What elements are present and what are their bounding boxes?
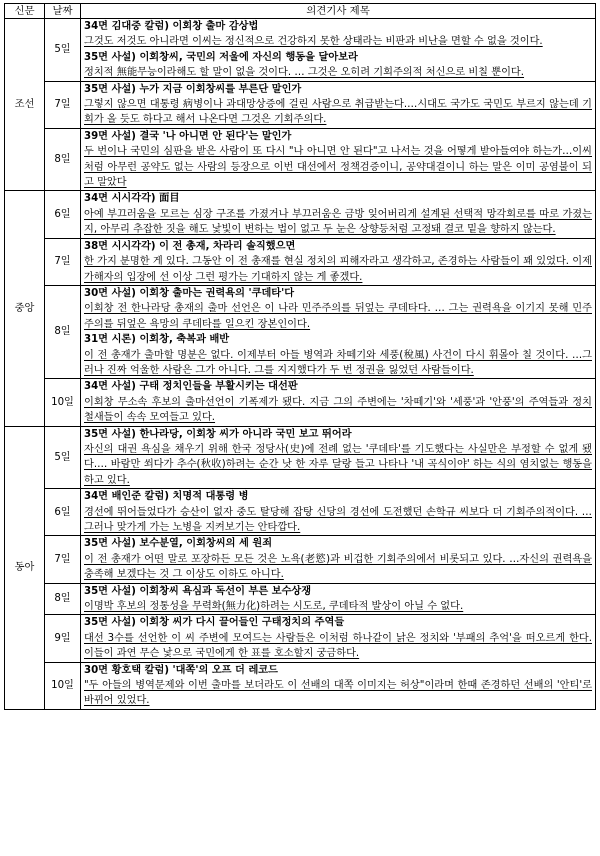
article-headline: 34면 김대중 칼럼) 이회창 출마 감상법 [84,21,259,32]
article-entry [84,379,592,425]
article-headline: 35면 사설) 이회창 씨가 다시 끌어들인 구태정치의 주역들 [84,617,345,629]
article-cell [81,19,596,82]
date-cell: 7일 [45,81,81,128]
article-excerpt: 대선 3수를 선언한 이 씨 주변에 모여드는 사람들은 이처럼 하나같이 낡은 정치와 '부패의 추억'을 떠오르게 한다. 이들이 과연 무슨 낯으로 국민에게 한 표를 호소할지 궁금하다. [84,632,592,660]
date-cell: 9일 [45,615,81,662]
date-cell: 5일 [45,426,81,489]
article-excerpt: 한 가지 분명한 게 있다. 그동안 이 전 총재를 현실 정치의 피해자라고 생각하고, 존경하는 사람들이 꽤 있었다. 이제 가해자의 입장에 선 이상 그런 평가는 기대하지 않는 게 좋겠다. [84,256,592,283]
article-cell [81,81,596,128]
article-cell [81,489,596,536]
article-excerpt: 아예 부끄러움을 모르는 심장 구조를 가졌거나 부끄러움은 금방 잊어버리게 설계된 선택적 망각회로를 따로 가졌는지, 아무리 추잡한 짓을 해도 낯빛이 변하는 법이 없고 두 눈은 상향등처럼 고정돼 결코 밑을 향하지 않는다. [84,208,592,236]
article-headline: 30면 황호택 칼럼) '대쪽'의 오프 더 레코드 [84,664,278,676]
table-row [5,285,596,378]
article-headline: 35면 사설) 한나라당, 이회창 씨가 아니라 국민 보고 뛰어라 [84,428,352,440]
article-excerpt: 그렇지 않으면 대통령 病병이나 과대망상증에 걸린 사람으로 취급받는다.…시대도 국가도 국민도 부르지 않는데 기회가 올 듯도 하다고 해서 나온다면 그것은 기회주의다. [84,99,592,126]
newspaper-cell: 동아 [5,426,45,709]
date-cell: 7일 [45,238,81,285]
article-headline: 34면 시시각각) 面目 [84,193,180,205]
table-row [5,583,596,615]
article-headline: 35면 사설) 누가 지금 이회창씨를 부른단 말인가 [84,83,302,95]
article-excerpt: 두 번이나 국민의 심판을 받은 사람이 또 다시 "나 아니면 안 된다"고 나서는 것을 어떻게 받아들여야 하는가…이씨처럼 아무런 공약도 없는 사람의 등장으로 이번 대선에서 정책검증이니, 공약대결이니 하는 말은 이미 공염불이 되고 말았다 [84,146,592,189]
article-headline: 30면 사설) 이회창 출마는 권력욕의 '쿠데타'다 [84,287,295,299]
date-cell: 8일 [45,583,81,615]
article-cell [81,379,596,426]
article-entry [84,82,592,128]
article-headline: 31면 시론) 이회창, 축복과 배반 [84,334,230,346]
article-cell [81,615,596,662]
table-row [5,536,596,583]
table-body [5,19,596,710]
article-headline: 38면 시시각각) 이 전 총재, 차라리 솔직했으면 [84,240,296,252]
article-excerpt: "두 아들의 병역문제와 이번 출마를 보더라도 이 선배의 대쪽 이미지는 허상"이라며 한때 존경하던 선배의 '안티'로 바뀌어 있었다. [84,680,592,707]
article-excerpt: 경선에 뛰어들었다가 승산이 없자 중도 탈당해 잡탕 신당의 경선에 도전했던 손학규 씨보다 더 기회주의적이다. …그러나 맞가게 가는 노병을 지켜보기는 안타깝다. [84,506,592,533]
article-headline: 34면 배인준 칼럼) 치명적 대통령 병 [84,491,249,503]
article-excerpt: 이 전 총재가 어떤 말로 포장하든 모든 것은 노욕(老慾)과 비겁한 기회주의에서 비롯되고 있다. …자신의 권력욕을 충족해 보겠다는 것 그 이상도 이하도 아니다. [84,553,592,581]
article-headline: 35면 사설) 이회창씨 욕심과 독선이 부른 보수상쟁 [84,585,312,597]
article-entry [84,332,592,378]
article-entry [84,50,592,81]
article-excerpt: 그것도 저것도 아니라면 이씨는 정신적으로 건강하지 못한 상태라는 비판과 비난을 면할 수 없을 것이다. [84,36,543,48]
header-date: 날짜 [45,4,81,19]
table-row [5,128,596,191]
table-row [5,426,596,489]
article-headline: 35면 사설) 보수분열, 이회창씨의 세 원죄 [84,538,273,550]
table-header-row [5,4,596,19]
article-excerpt: 이명박 후보의 정통성을 무력화(無力化)하려는 시도로, 쿠데타적 발상이 아닐 수 없다. [84,601,464,613]
article-cell [81,426,596,489]
article-entry [84,663,592,709]
article-cell [81,191,596,238]
article-entry [84,129,592,191]
article-cell [81,128,596,191]
article-cell [81,536,596,583]
newspaper-cell: 중앙 [5,191,45,426]
date-cell: 8일 [45,128,81,191]
table-row [5,379,596,426]
header-title: 의견기사 제목 [81,4,596,19]
article-entry [84,191,592,237]
article-excerpt: 이회창 전 한나라당 총재의 출마 선언은 이 나라 민주주의를 뒤엎는 쿠데타다. … 그는 권력욕을 이기지 못해 민주주의를 뒤엎은 욕망의 쿠데타를 일으킨 장본인이다. [84,303,592,330]
date-cell: 6일 [45,191,81,238]
article-entry [84,536,592,582]
header-paper: 신문 [5,4,45,19]
article-excerpt: 이 전 총재가 출마할 명분은 없다. 이제부터 아들 병역과 차떼기와 세풍(稅風) 사건이 다시 휘몰아 칠 것이다. …그러나 진짜 억울한 사람은 그가 아니다. 그를 지지했다가 두 번 정권을 잃었던 사람들이다. [84,349,592,376]
article-excerpt: 이회창 무소속 후보의 출마선언이 기폭제가 됐다. 지금 그의 주변에는 '차떼기'와 '세풍'과 '안풍'의 주역들과 정치 철새들이 속속 모여들고 있다. [84,396,592,424]
article-excerpt: 자신의 대권 욕심을 채우기 위해 한국 정당사(史)에 전례 없는 '쿠데타'를 기도했다는 사실만은 부정할 수 없게 됐다.… 바람만 쐬다가 추수(秋收)하려는 순간 낫 한 자루 달랑 들고 나타나 '내 곡식이야' 하는 식의 염치없는 행동을 하고 있다. [84,443,592,486]
article-entry [84,615,592,661]
article-cell [81,583,596,615]
article-entry [84,286,592,332]
date-cell: 5일 [45,19,81,82]
article-excerpt: 정치적 無能무능이라해도 할 말이 없을 것이다. … 그것은 오히려 기회주의적 처신으로 비칠 뿐이다. [84,67,525,79]
article-entry [84,584,592,615]
table-row [5,615,596,662]
table-row [5,489,596,536]
table-row [5,191,596,238]
article-entry [84,239,592,285]
article-entry [84,19,592,50]
article-entry [84,489,592,535]
table-row [5,238,596,285]
article-cell [81,662,596,709]
newspaper-cell: 조선 [5,19,45,191]
table-row [5,19,596,82]
article-headline: 39면 사설) 결국 '나 아니면 안 된다'는 말인가 [84,130,292,142]
article-entry [84,427,592,489]
date-cell: 8일 [45,285,81,378]
article-headline: 34면 사설) 구태 정치인들을 부활시키는 대선판 [84,381,298,393]
table-row [5,81,596,128]
date-cell: 10일 [45,379,81,426]
date-cell: 10일 [45,662,81,709]
date-cell: 7일 [45,536,81,583]
article-headline: 35면 사설) 이회창씨, 국민의 저울에 자신의 행동을 달아보라 [84,51,358,63]
article-cell [81,238,596,285]
opinion-articles-table [4,3,596,710]
table-row [5,662,596,709]
date-cell: 6일 [45,489,81,536]
article-cell [81,285,596,378]
